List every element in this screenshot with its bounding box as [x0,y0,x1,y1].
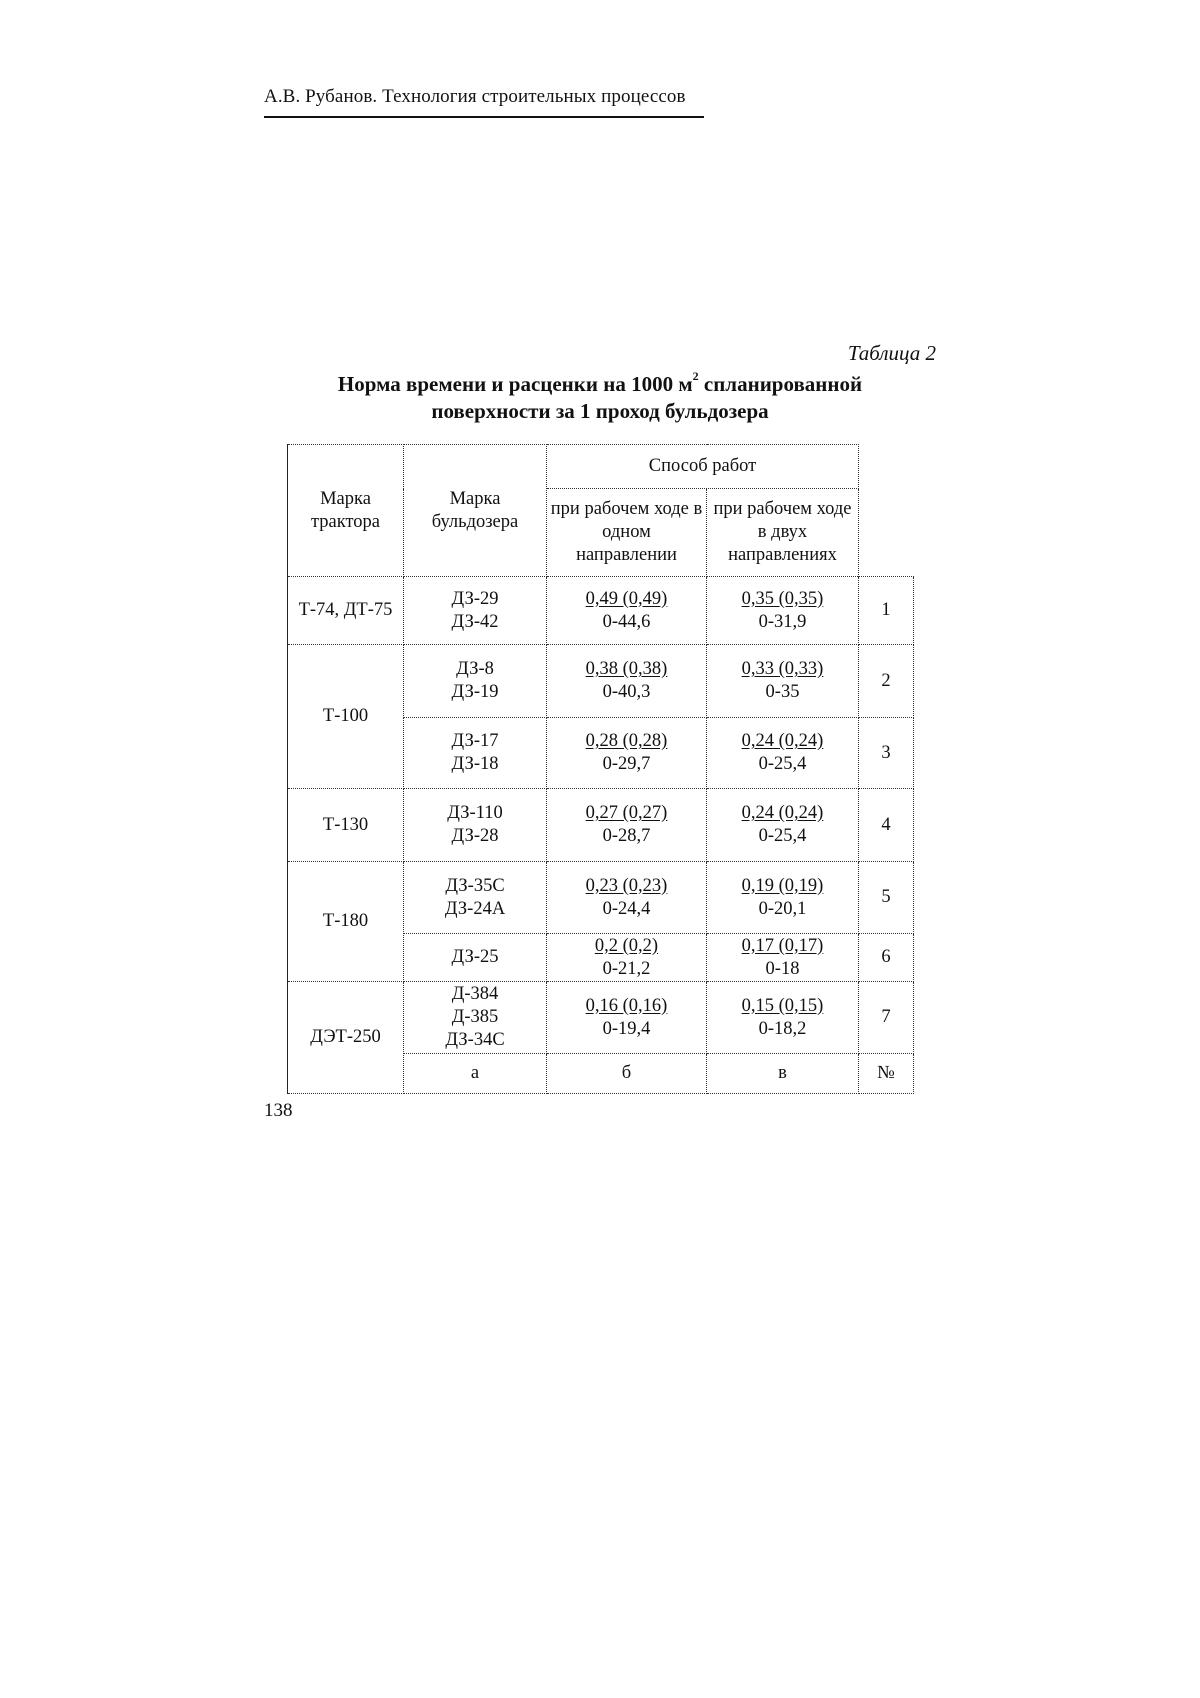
bulldozer-brand: ДЗ-28 [451,826,499,846]
bulldozer-cell [404,718,547,789]
one-direction-cell [547,789,707,862]
row-number: 2 [859,645,914,718]
bulldozer-cell [404,789,547,862]
rate: 0-25,4 [758,754,807,774]
tractor-cell: Т-100 [288,645,404,789]
rate: 0-28,7 [602,826,651,846]
footer-letter-v: в [707,1054,859,1094]
footer-number-sign: № [859,1054,914,1094]
tractor-cell: Т-130 [288,789,404,862]
row-number: 4 [859,789,914,862]
two-direction-cell [707,934,859,982]
time-norm: 0,38 (0,38) [585,659,668,679]
bulldozer-brand: ДЗ-25 [451,947,499,967]
bulldozer-brand: ДЗ-24А [444,898,506,919]
two-direction-cell [707,645,859,718]
table-row [288,862,914,934]
rate: 0-25,4 [758,826,807,846]
two-direction-cell [707,789,859,862]
table-row [288,645,914,718]
rate: 0-40,3 [602,682,651,702]
bulldozer-brand: ДЗ-34С [445,1030,505,1050]
footer-letter-b: б [547,1054,707,1094]
two-direction-cell [707,718,859,789]
one-direction-cell [547,577,707,645]
time-norm: 0,17 (0,17) [741,935,824,956]
bulldozer-brand: Д-384 [451,984,499,1004]
bulldozer-brand: ДЗ-29 [451,588,499,609]
two-direction-cell [707,982,859,1054]
time-norm: 0,16 (0,16) [585,995,668,1016]
rate: 0-18 [765,958,800,979]
rate: 0-24,4 [602,898,651,919]
time-norm: 0,27 (0,27) [585,803,668,823]
row-number: 5 [859,862,914,934]
row-number: 6 [859,934,914,982]
bulldozer-brand: ДЗ-17 [451,731,499,751]
one-direction-cell [547,862,707,934]
rate: 0-29,7 [602,754,651,774]
bulldozer-cell [404,934,547,982]
tractor-cell: Т-180 [288,862,404,982]
title-line2-text: поверхности за 1 проход бульдозера [431,399,769,423]
table-title [264,366,936,425]
table-row [288,577,914,645]
time-norm: 0,28 (0,28) [585,731,668,751]
one-direction-cell [547,645,707,718]
header-bulldozer: Марка бульдозера [404,445,547,577]
table-row [288,982,914,1054]
rate: 0-35 [765,682,800,702]
time-norm: 0,24 (0,24) [741,803,824,823]
table-row [288,789,914,862]
bulldozer-brand: ДЗ-110 [447,803,503,823]
time-norm: 0,2 (0,2) [594,935,659,956]
bulldozer-brand: ДЗ-42 [451,611,499,632]
header-one-direction: при рабочем ходе в одном направлении [547,489,707,577]
rate: 0-31,9 [758,611,807,632]
rate: 0-20,1 [758,898,807,919]
two-direction-cell [707,577,859,645]
header-tractor: Марка трактора [288,445,404,577]
two-direction-cell [707,862,859,934]
row-number: 1 [859,577,914,645]
header-method: Способ работ [547,445,859,489]
rate: 0-44,6 [602,611,651,632]
bulldozer-cell [404,862,547,934]
bulldozer-brand: ДЗ-19 [451,682,499,702]
time-norm: 0,35 (0,35) [741,588,824,609]
one-direction-cell [547,982,707,1054]
time-norm: 0,23 (0,23) [585,875,668,896]
time-norm: 0,33 (0,33) [741,659,824,679]
header-two-directions: при рабочем ходе в двух направлениях [707,489,859,577]
title-line1-tail: спланированной [698,372,863,396]
time-norm: 0,19 (0,19) [741,875,824,896]
bulldozer-cell [404,982,547,1054]
time-norm: 0,24 (0,24) [741,731,824,751]
bulldozer-cell [404,577,547,645]
header-empty-cell [859,445,914,577]
rate: 0-18,2 [758,1018,807,1039]
footer-letter-a: а [404,1054,547,1094]
time-norm: 0,49 (0,49) [585,588,668,609]
one-direction-cell [547,718,707,789]
one-direction-cell [547,934,707,982]
header-rule [264,116,704,118]
title-superscript: 2 [692,369,699,383]
page-number: 138 [264,1100,293,1121]
tractor-cell: ДЭТ-250 [288,982,404,1094]
bulldozer-brand: ДЗ-8 [456,659,494,679]
bulldozer-brand: Д-385 [451,1007,499,1027]
bulldozer-brand: ДЗ-18 [451,754,499,774]
title-line1-text: Норма времени и расценки на 1000 м [337,372,693,396]
table-label: Таблица 2 [847,341,936,365]
rate: 0-21,2 [602,958,651,979]
bulldozer-cell [404,645,547,718]
row-number: 3 [859,718,914,789]
norms-table [287,444,914,1094]
rate: 0-19,4 [602,1018,651,1039]
row-number: 7 [859,982,914,1054]
running-title: А.В. Рубанов. Технология строительных процессов [264,86,686,107]
tractor-cell: Т-74, ДТ-75 [288,577,404,645]
bulldozer-brand: ДЗ-35С [445,875,505,896]
time-norm: 0,15 (0,15) [741,995,824,1016]
